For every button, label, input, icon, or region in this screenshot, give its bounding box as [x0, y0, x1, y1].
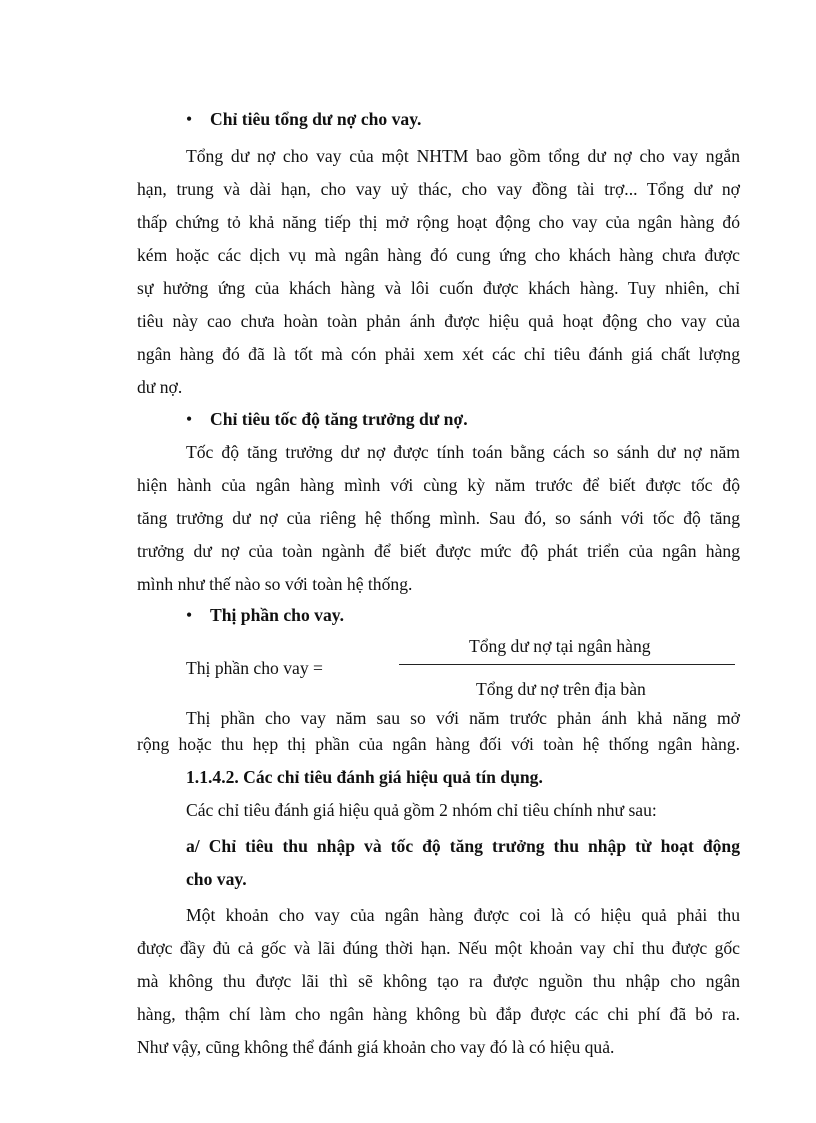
- formula-lhs: Thị phần cho vay =: [186, 658, 323, 678]
- paragraph-line: Một khoản cho vay của ngân hàng được coi là có hiệu quả phải thu: [186, 905, 740, 925]
- paragraph-line: được đầy đủ cả gốc và lãi đúng thời hạn. Nếu một khoản vay chỉ thu được gốc: [137, 938, 740, 958]
- bullet-icon: •: [186, 109, 193, 129]
- paragraph-line: ngân hàng đó đã là tốt mà cón phải xem xét các chỉ tiêu đánh giá chất lượng: [137, 344, 740, 364]
- paragraph-line: trưởng dư nợ của toàn ngành để biết được mức độ phát triển của ngân hàng: [137, 541, 740, 561]
- paragraph-line: Như vậy, cũng không thể đánh giá khoản cho vay đó là có hiệu quả.: [137, 1037, 615, 1057]
- paragraph-line: tăng trưởng dư nợ của riêng hệ thống mình. Sau đó, so sánh với tốc độ tăng: [137, 508, 740, 528]
- paragraph-line: thấp chứng tỏ khả năng tiếp thị mở rộng hoạt động cho vay của ngân hàng đó: [137, 212, 740, 232]
- paragraph-line: Tốc độ tăng trưởng dư nợ được tính toán bằng cách so sánh dư nợ năm: [186, 442, 740, 462]
- bullet-heading-growth-rate: • Chỉ tiêu tốc độ tăng trưởng dư nợ.: [186, 409, 468, 429]
- subheading-line: a/ Chỉ tiêu thu nhập và tốc độ tăng trưởng thu nhập từ hoạt động: [186, 836, 740, 856]
- paragraph-line: rộng hoặc thu hẹp thị phần của ngân hàng đối với toàn hệ thống ngân hàng.: [137, 734, 740, 754]
- bullet-heading-market-share: • Thị phần cho vay.: [186, 605, 344, 625]
- formula-numerator: Tổng dư nợ tại ngân hàng: [469, 636, 651, 656]
- paragraph-line: dư nợ.: [137, 377, 183, 397]
- bullet-icon: •: [186, 409, 193, 429]
- paragraph-line: tiêu này cao chưa hoàn toàn phản ánh được hiệu quả hoạt động cho vay của: [137, 311, 740, 331]
- bullet-heading-total-outstanding: • Chỉ tiêu tổng dư nợ cho vay.: [186, 109, 422, 129]
- paragraph-line: sự hưởng ứng của khách hàng và lôi cuốn được khách hàng. Tuy nhiên, chỉ: [137, 278, 740, 298]
- paragraph-line: kém hoặc các dịch vụ mà ngân hàng đó cung ứng cho khách hàng chưa được: [137, 245, 740, 265]
- subsection-intro: Các chỉ tiêu đánh giá hiệu quả gồm 2 nhóm chỉ tiêu chính như sau:: [186, 800, 657, 820]
- bullet-icon: •: [186, 605, 193, 625]
- paragraph-line: hàng, thậm chí làm cho ngân hàng không bù đắp được các chi phí đã bỏ ra.: [137, 1004, 740, 1024]
- paragraph-line: mình như thế nào so với toàn hệ thống.: [137, 574, 413, 594]
- subsection-heading: 1.1.4.2. Các chỉ tiêu đánh giá hiệu quả tín dụng.: [186, 767, 543, 787]
- subheading-line: cho vay.: [186, 869, 247, 889]
- paragraph-line: hiện hành của ngân hàng mình với cùng kỳ năm trước để biết được tốc độ: [137, 475, 740, 495]
- paragraph-line: Thị phần cho vay năm sau so với năm trước phản ánh khả năng mở: [186, 708, 740, 728]
- paragraph-line: hạn, trung và dài hạn, cho vay uỷ thác, cho vay đồng tài trợ... Tổng dư nợ: [137, 179, 740, 199]
- paragraph-line: mà không thu được lãi thì sẽ không tạo ra được nguồn thu nhập cho ngân: [137, 971, 740, 991]
- formula-denominator: Tổng dư nợ trên địa bàn: [476, 679, 646, 699]
- fraction-bar: [399, 664, 735, 665]
- paragraph-line: Tổng dư nợ cho vay của một NHTM bao gồm tổng dư nợ cho vay ngắn: [186, 146, 740, 166]
